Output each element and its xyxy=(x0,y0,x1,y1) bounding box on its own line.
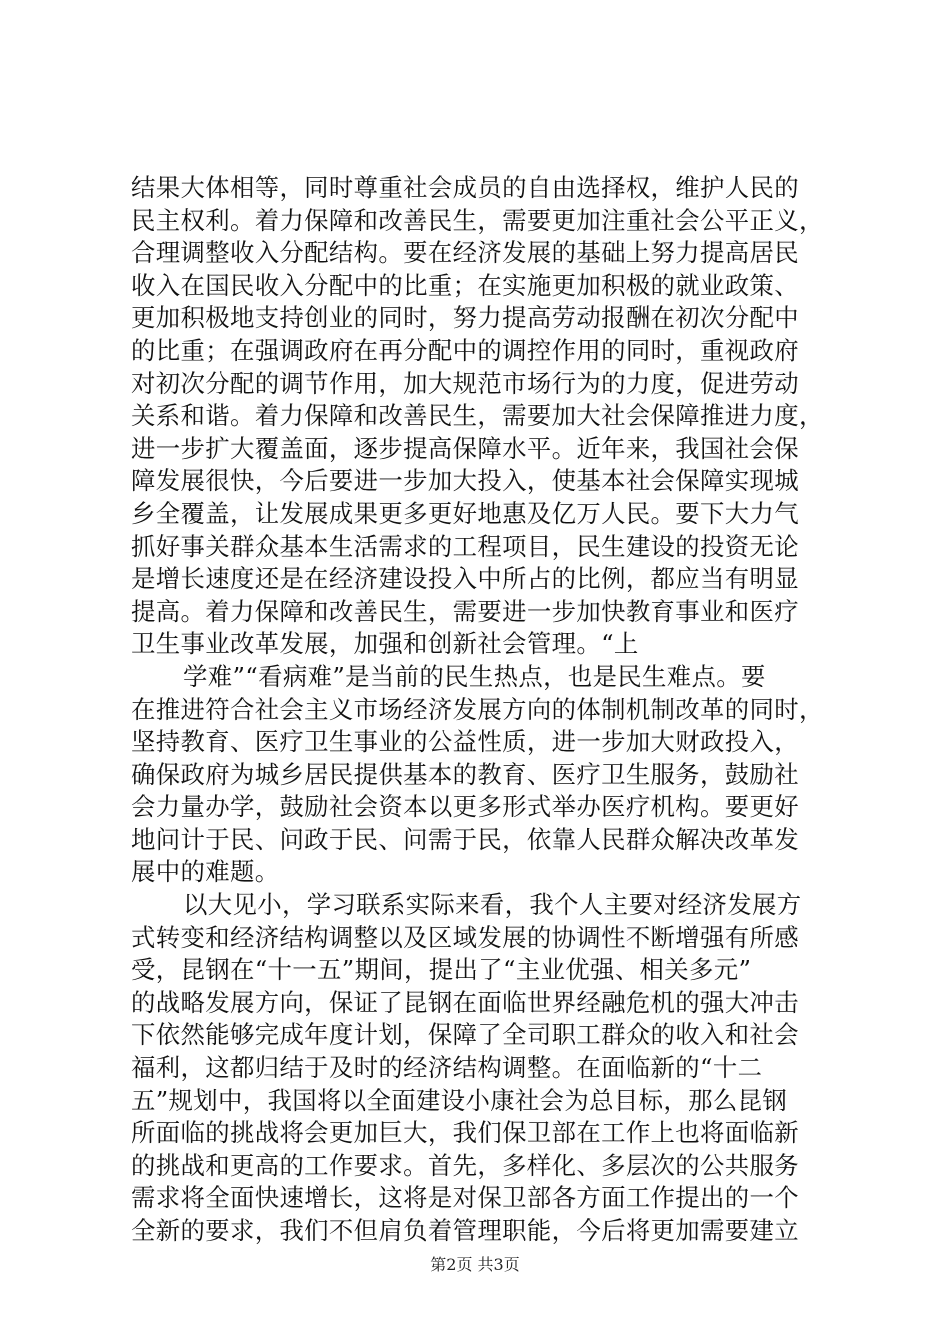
text-line: 是增长速度还是在经济建设投入中所占的比例，都应当有明显 xyxy=(131,564,799,594)
text-line: 的比重；在强调政府在再分配中的调控作用的同时，重视政府 xyxy=(131,335,799,365)
text-line: 五”规划中，我国将以全面建设小康社会为总目标，那么昆钢 xyxy=(131,1085,788,1115)
text-line: 会力量办学，鼓励社会资本以更多形式举办医疗机构。要更好 xyxy=(131,792,799,822)
text-line: 民主权利。着力保障和改善民生，需要更加注重社会公平正义， xyxy=(131,205,824,235)
text-line: 进一步扩大覆盖面，逐步提高保障水平。近年来，我国社会保 xyxy=(131,433,799,463)
text-line: 学难”“看病难”是当前的民生热点，也是民生难点。要 xyxy=(183,661,766,691)
text-line: 在推进符合社会主义市场经济发展方向的体制机制改革的同时， xyxy=(131,694,824,724)
text-line: 提高。着力保障和改善民生，需要进一步加快教育事业和医疗 xyxy=(131,596,799,626)
text-line: 以大见小，学习联系实际来看，我个人主要对经济发展方 xyxy=(183,890,802,920)
text-line: 对初次分配的调节作用，加大规范市场行为的力度，促进劳动 xyxy=(131,368,799,398)
text-line: 福利，这都归结于及时的经济结构调整。在面临新的“十二 xyxy=(131,1053,763,1083)
text-line: 抓好事关群众基本生活需求的工程项目，民生建设的投资无论 xyxy=(131,531,799,561)
text-line: 乡全覆盖，让发展成果更多更好地惠及亿万人民。要下大力气 xyxy=(131,498,799,528)
text-line: 结果大体相等，同时尊重社会成员的自由选择权，维护人民的 xyxy=(131,173,799,202)
text-line: 关系和谐。着力保障和改善民生，需要加大社会保障推进力度， xyxy=(131,401,824,431)
text-line: 收入在国民收入分配中的比重；在实施更加积极的就业政策、 xyxy=(131,270,799,300)
text-line: 的挑战和更高的工作要求。首先，多样化、多层次的公共服务 xyxy=(131,1150,799,1180)
text-line: 全新的要求，我们不但肩负着管理职能，今后将更加需要建立 xyxy=(131,1216,799,1245)
text-line: 受，昆钢在“十一五”期间，提出了“主业优强、相关多元” xyxy=(131,955,752,985)
text-line: 所面临的挑战将会更加巨大，我们保卫部在工作上也将面临新 xyxy=(131,1118,799,1148)
body-text xyxy=(131,172,831,1248)
text-line: 坚持教育、医疗卫生事业的公益性质，进一步加大财政投入， xyxy=(131,727,799,757)
text-line: 合理调整收入分配结构。要在经济发展的基础上努力提高居民 xyxy=(131,238,799,268)
text-line: 卫生事业改革发展，加强和创新社会管理。“上 xyxy=(131,629,639,659)
text-line: 的战略发展方向，保证了昆钢在面临世界经融危机的强大冲击 xyxy=(131,987,799,1017)
text-line: 更加积极地支持创业的同时，努力提高劳动报酬在初次分配中 xyxy=(131,303,799,333)
text-line: 确保政府为城乡居民提供基本的教育、医疗卫生服务，鼓励社 xyxy=(131,759,799,789)
text-line: 障发展很快，今后要进一步加大投入，使基本社会保障实现城 xyxy=(131,466,799,496)
page-footer: 第2页 共3页 xyxy=(430,1255,520,1274)
text-line: 下依然能够完成年度计划，保障了全司职工群众的收入和社会 xyxy=(131,1020,799,1050)
text-line: 地问计于民、问政于民、问需于民，依靠人民群众解决改革发 xyxy=(131,824,799,854)
text-line: 式转变和经济结构调整以及区域发展的协调性不断增强有所感 xyxy=(131,922,799,952)
text-line: 展中的难题。 xyxy=(131,857,280,887)
text-line: 需求将全面快速增长，这将是对保卫部各方面工作提出的一个 xyxy=(131,1183,799,1213)
